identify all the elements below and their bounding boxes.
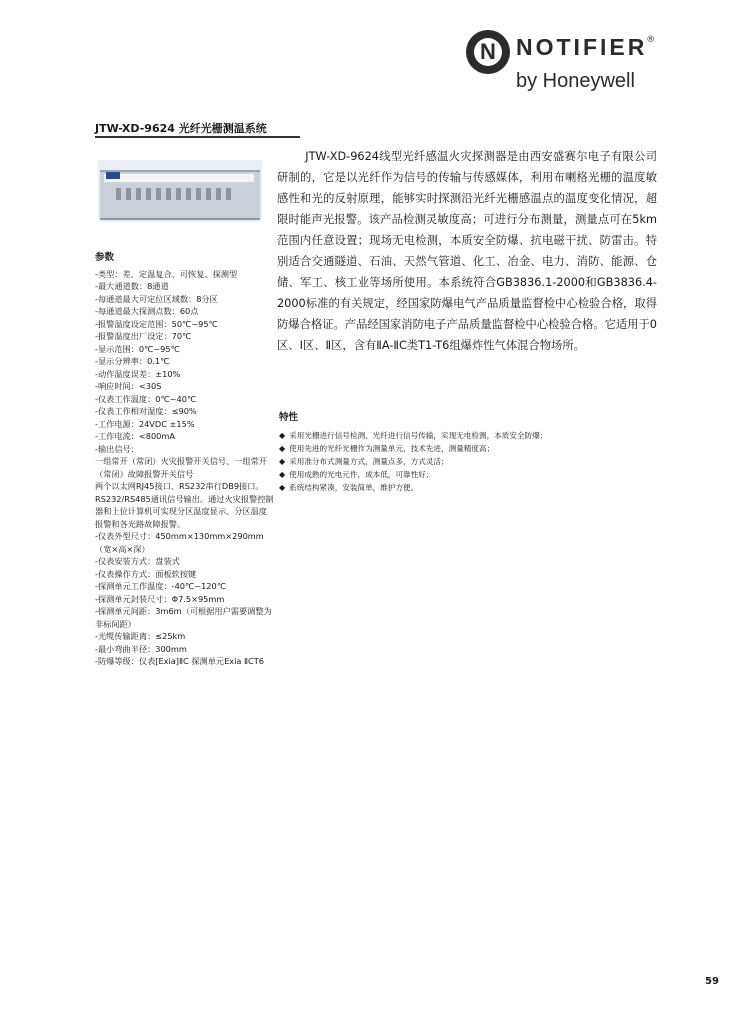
parameter-item: -仪表外型尺寸：450mm×130mm×290mm（宽×高×深）: [95, 531, 264, 554]
features-heading: 特性: [279, 412, 299, 423]
notifier-logo: [466, 28, 716, 98]
parameter-item: -工作电流：<800mA: [95, 431, 175, 441]
parameter-item: -探测单元间距：3m6m（可根据用户需要调整为非标间距）: [95, 606, 272, 629]
parameter-item: -探测单元工作温度：-40℃~120℃: [95, 581, 226, 591]
parameter-item: -输出信号：: [95, 443, 139, 454]
parameter-item: -工作电源：24VDC ±15%: [95, 418, 195, 429]
parameter-item: -光缆传输距离：≤25km: [95, 631, 186, 641]
parameter-item: -最小弯曲半径：300mm: [95, 643, 187, 654]
feature-item: ◆ 系统结构紧凑，安装简单，维护方便。: [279, 481, 679, 494]
parameter-item: -仪表操作方式：面板软按键: [95, 568, 197, 579]
feature-item: ◆ 使用先进的光纤光栅作为测量单元，技术先进，测量精度高；: [279, 442, 679, 455]
parameter-item: -动作温度误差：±10%: [95, 368, 181, 379]
parameter-item: 两个以太网RJ45接口、RS232串行DB9接口。RS232/RS485通讯信号输出。通过火灾报警控制器和上位计算机可实现分区温度显示、分区温度报警和各光路故障报警。: [95, 481, 274, 529]
page-number: 59: [705, 976, 719, 987]
brand-name: NOTIFIER®: [516, 34, 654, 60]
parameter-item: -报警温度设定范围：50℃~95℃: [95, 318, 218, 329]
parameter-item: -仪表工作温度：0℃~40℃: [95, 393, 197, 404]
features-section: [279, 409, 679, 494]
notifier-n-icon: N: [466, 30, 510, 74]
parameter-item: -显示范围：0℃~95℃: [95, 343, 180, 354]
parameter-item: -每通道最大可定位区域数：8分区: [95, 293, 218, 304]
brand-byline: by Honeywell: [516, 70, 635, 92]
parameter-item: -每通道最大探测点数：60点: [95, 306, 199, 316]
feature-item: ◆ 采用准分布式测量方式，测量点多，方式灵活；: [279, 455, 679, 468]
parameter-item: -仪表工作相对湿度：≤90%: [95, 406, 197, 416]
product-description: JTW-XD-9624线型光纤感温火灾探测器是由西安盛赛尔电子有限公司研制的，它是以光纤作为信号的传输与传感媒体，利用布喇格光栅的温度敏感性和光的反射原理，能够实时探测沿光纤光栅感温点的温度变化情况，超限时能声光报警。该产品检测灵敏度高；可进行分布测量，测量点可在5km范围内任意设置；现场无电检测，本质安全防爆、抗电磁干扰、防雷击。特别适合交通隧道、石油、天然气管道、化工、冶金、电力、消防、能源、仓储、军工、核工业等场所使用。本系统符合GB3836.1-2000和GB3836.4-2000标准的有关规定，经国家防爆电气产品质量监督检中心检验合格，取得防爆合格证。产品经国家消防电子产品质量监督检中心检验合格。它适用于0区、Ⅰ区、Ⅱ区，含有ⅡA-ⅡC类T1-T6组爆炸性气体混合物场所。: [277, 150, 657, 352]
feature-item: ◆ 使用成熟的光电元件，成本低，可靠性好；: [279, 468, 679, 481]
parameter-item: -最大通道数：8通道: [95, 281, 169, 291]
parameter-item: 一组常开（常闭）火灾报警开关信号、一组常开（常闭）故障报警开关信号: [95, 456, 267, 479]
parameter-item: -响应时间：<30S: [95, 381, 162, 391]
feature-item: ◆ 采用光栅进行信号检测、光纤进行信号传输，实现无电检测，本质安全防爆；: [279, 429, 679, 442]
features-list: [279, 429, 679, 494]
title-divider: [95, 136, 300, 138]
parameter-item: -防爆等级：仪表[Exia]ⅡC 探测单元Exia ⅡCT6: [95, 656, 264, 666]
page-title: JTW-XD-9624 光纤光栅测温系统: [95, 122, 267, 135]
parameters-heading: 参数: [95, 252, 115, 263]
parameter-item: -显示分辨率：0.1℃: [95, 356, 170, 366]
parameters-list: [95, 268, 275, 668]
parameter-item: -类型：差、定温复合、可恢复、探测型: [95, 268, 238, 279]
parameter-item: -仪表安装方式：盘装式: [95, 556, 180, 566]
parameters-section: [95, 252, 275, 668]
parameter-item: -报警温度出厂设定：70℃: [95, 331, 192, 341]
parameter-item: -探测单元封装尺寸：Φ7.5×95mm: [95, 593, 225, 604]
product-photo: [98, 160, 262, 222]
